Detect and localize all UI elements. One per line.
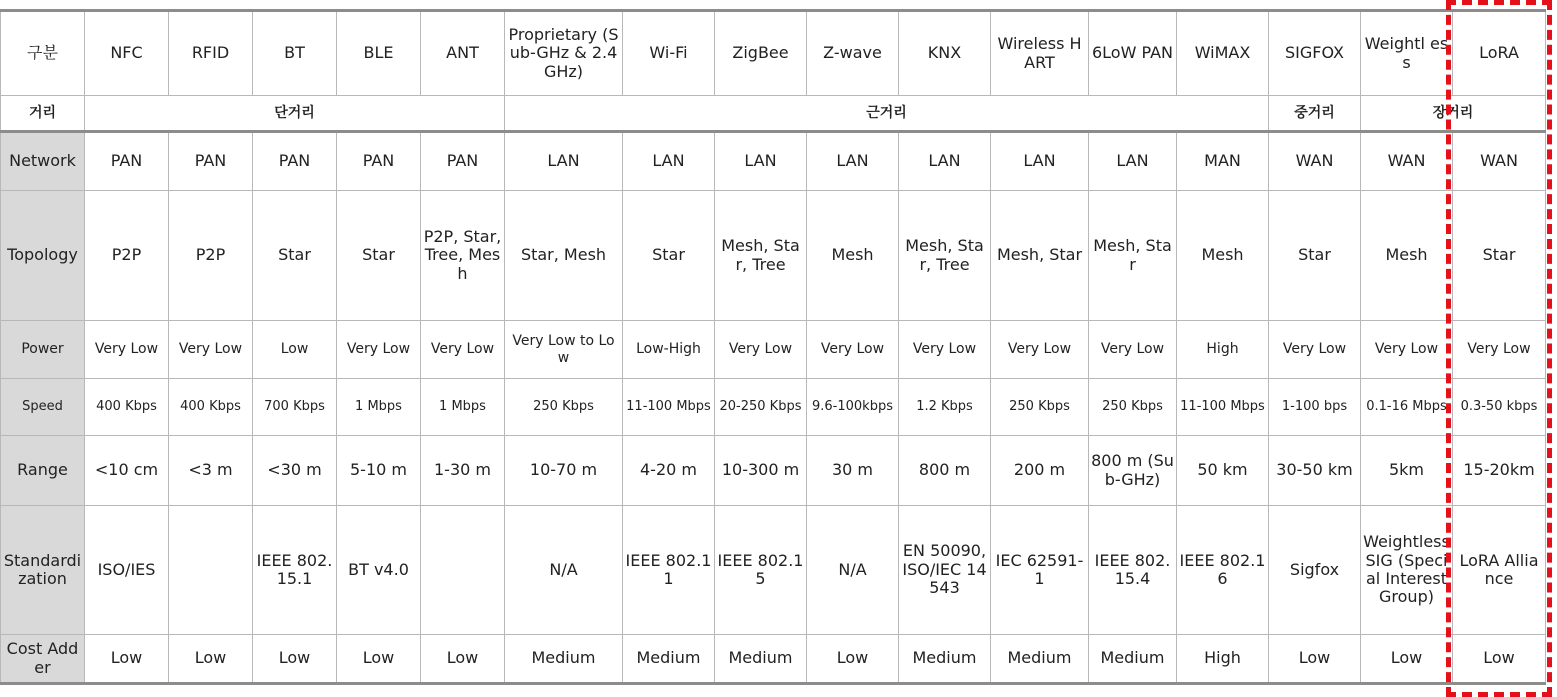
table-cell: 1 Mbps [421, 379, 505, 436]
table-cell: 0.3-50 kbps [1453, 379, 1546, 436]
row-header: Standardization [1, 506, 85, 635]
col-header-nfc: NFC [85, 11, 169, 96]
row-header: Cost Adder [1, 635, 85, 684]
table-cell: Low [1269, 635, 1361, 684]
table-cell: LAN [807, 132, 899, 191]
table-cell: P2P, Star, Tree, Mesh [421, 191, 505, 321]
table-cell: High [1177, 635, 1269, 684]
table-cell: IEEE 802.15 [715, 506, 807, 635]
table-cell: 30-50 km [1269, 436, 1361, 506]
col-header-zwave: Z-wave [807, 11, 899, 96]
col-header-wifi: Wi-Fi [623, 11, 715, 96]
table-cell: Sigfox [1269, 506, 1361, 635]
table-cell: WAN [1269, 132, 1361, 191]
table-cell: Very Low [899, 321, 991, 379]
table-cell: Mesh [1361, 191, 1453, 321]
table-cell: <10 cm [85, 436, 169, 506]
table-row-network [1, 132, 1546, 191]
distance-mid-range: 중거리 [1269, 96, 1361, 132]
table-cell: P2P [169, 191, 253, 321]
table-cell: 30 m [807, 436, 899, 506]
table-cell: 800 m (Sub-GHz) [1089, 436, 1177, 506]
table-cell: Mesh, Star, Tree [715, 191, 807, 321]
table-cell: Medium [715, 635, 807, 684]
table-cell: Mesh, Star, Tree [899, 191, 991, 321]
corner-cell: 구분 [1, 11, 85, 96]
table-cell: 5-10 m [337, 436, 421, 506]
table-cell: <3 m [169, 436, 253, 506]
table-cell: Star, Mesh [505, 191, 623, 321]
table-cell: 0.1-16 Mbps [1361, 379, 1453, 436]
table-cell: Medium [1089, 635, 1177, 684]
table-cell: Very Low [421, 321, 505, 379]
table-cell: Star [623, 191, 715, 321]
table-cell: LAN [715, 132, 807, 191]
table-cell: Low [1361, 635, 1453, 684]
table-cell: 11-100 Mbps [1177, 379, 1269, 436]
table-cell: IEEE 802.15.4 [1089, 506, 1177, 635]
table-cell: MAN [1177, 132, 1269, 191]
table-row-power [1, 321, 1546, 379]
table-cell: Star [253, 191, 337, 321]
comparison-table [0, 9, 1546, 685]
table-cell: Mesh, Star [1089, 191, 1177, 321]
table-row-standardization [1, 506, 1546, 635]
table-cell: IEEE 802.16 [1177, 506, 1269, 635]
col-header-bt: BT [253, 11, 337, 96]
col-header-lora: LoRA [1453, 11, 1546, 96]
table-cell: 250 Kbps [505, 379, 623, 436]
col-header-zigbee: ZigBee [715, 11, 807, 96]
table-cell [169, 506, 253, 635]
table-cell: High [1177, 321, 1269, 379]
distance-short-range: 단거리 [85, 96, 505, 132]
table-cell: WAN [1453, 132, 1546, 191]
row-header: Network [1, 132, 85, 191]
table-cell: Mesh, Star [991, 191, 1089, 321]
table-cell: 200 m [991, 436, 1089, 506]
table-cell: LoRA Alliance [1453, 506, 1546, 635]
table-cell: IEEE 802.11 [623, 506, 715, 635]
col-header-proprietary: Proprietary (Sub-GHz & 2.4 GHz) [505, 11, 623, 96]
table-cell: IEEE 802.15.1 [253, 506, 337, 635]
table-cell: Star [337, 191, 421, 321]
table-cell: <30 m [253, 436, 337, 506]
table-cell: Medium [899, 635, 991, 684]
table-cell: 1-30 m [421, 436, 505, 506]
col-header-wimax: WiMAX [1177, 11, 1269, 96]
row-header: Power [1, 321, 85, 379]
table-cell: Weightless SIG (Special Interest Group) [1361, 506, 1453, 635]
col-header-sigfox: SIGFOX [1269, 11, 1361, 96]
col-header-rfid: RFID [169, 11, 253, 96]
table-cell: IEC 62591-1 [991, 506, 1089, 635]
table-cell: Very Low [85, 321, 169, 379]
table-cell: N/A [505, 506, 623, 635]
table-cell: Low [337, 635, 421, 684]
table-cell: 5km [1361, 436, 1453, 506]
table-cell: Low-High [623, 321, 715, 379]
table-cell: Low [421, 635, 505, 684]
table-row-range [1, 436, 1546, 506]
table-cell: Very Low [169, 321, 253, 379]
table-cell: PAN [85, 132, 169, 191]
col-header-ant: ANT [421, 11, 505, 96]
table-cell: PAN [169, 132, 253, 191]
table-cell: Very Low [337, 321, 421, 379]
table-cell: Very Low [715, 321, 807, 379]
table-cell: Medium [505, 635, 623, 684]
header-row [1, 11, 1546, 96]
table-cell: Low [169, 635, 253, 684]
table-cell: 10-70 m [505, 436, 623, 506]
table-cell: LAN [623, 132, 715, 191]
table-cell: 700 Kbps [253, 379, 337, 436]
distance-near-range: 근거리 [505, 96, 1269, 132]
row-header: Topology [1, 191, 85, 321]
table-cell [421, 506, 505, 635]
table-cell: Very Low [807, 321, 899, 379]
table-cell: LAN [505, 132, 623, 191]
table-cell: 800 m [899, 436, 991, 506]
table-cell: WAN [1361, 132, 1453, 191]
table-cell: Low [1453, 635, 1546, 684]
table-row-cost-adder [1, 635, 1546, 684]
table-cell: Very Low to Low [505, 321, 623, 379]
table-cell: 10-300 m [715, 436, 807, 506]
distance-label: 거리 [1, 96, 85, 132]
table-cell: PAN [421, 132, 505, 191]
table-cell: LAN [899, 132, 991, 191]
table-cell: Medium [623, 635, 715, 684]
col-header-knx: KNX [899, 11, 991, 96]
table-cell: 4-20 m [623, 436, 715, 506]
col-header-wirelesshart: Wireless HART [991, 11, 1089, 96]
table-cell: Mesh [807, 191, 899, 321]
table-cell: EN 50090, ISO/IEC 14543 [899, 506, 991, 635]
table-row-topology [1, 191, 1546, 321]
table-cell: PAN [253, 132, 337, 191]
table-cell: Very Low [991, 321, 1089, 379]
table-cell: Low [253, 635, 337, 684]
table-cell: 1 Mbps [337, 379, 421, 436]
table-cell: 11-100 Mbps [623, 379, 715, 436]
table-cell: 15-20km [1453, 436, 1546, 506]
row-header: Range [1, 436, 85, 506]
table-cell: LAN [1089, 132, 1177, 191]
distance-long-range: 장거리 [1361, 96, 1546, 132]
table-cell: ISO/IES [85, 506, 169, 635]
table-cell: Low [253, 321, 337, 379]
col-header-ble: BLE [337, 11, 421, 96]
table-cell: N/A [807, 506, 899, 635]
table-cell: Very Low [1269, 321, 1361, 379]
col-header-weightless: Weightl ess [1361, 11, 1453, 96]
row-header: Speed [1, 379, 85, 436]
table-cell: Mesh [1177, 191, 1269, 321]
table-cell: Star [1269, 191, 1361, 321]
table-cell: Medium [991, 635, 1089, 684]
table-cell: 400 Kbps [85, 379, 169, 436]
table-cell: Very Low [1361, 321, 1453, 379]
table-cell: 50 km [1177, 436, 1269, 506]
table-cell: 400 Kbps [169, 379, 253, 436]
table-cell: 1.2 Kbps [899, 379, 991, 436]
table-cell: P2P [85, 191, 169, 321]
table-cell: PAN [337, 132, 421, 191]
table-cell: BT v4.0 [337, 506, 421, 635]
table-cell: Low [85, 635, 169, 684]
col-header-6lowpan: 6LoW PAN [1089, 11, 1177, 96]
table-cell: 9.6-100kbps [807, 379, 899, 436]
distance-row [1, 96, 1546, 132]
table-cell: Very Low [1453, 321, 1546, 379]
table-cell: 1-100 bps [1269, 379, 1361, 436]
table-cell: LAN [991, 132, 1089, 191]
table-cell: 250 Kbps [1089, 379, 1177, 436]
table-cell: Low [807, 635, 899, 684]
table-cell: 20-250 Kbps [715, 379, 807, 436]
table-cell: Star [1453, 191, 1546, 321]
table-row-speed [1, 379, 1546, 436]
table-cell: Very Low [1089, 321, 1177, 379]
table-cell: 250 Kbps [991, 379, 1089, 436]
